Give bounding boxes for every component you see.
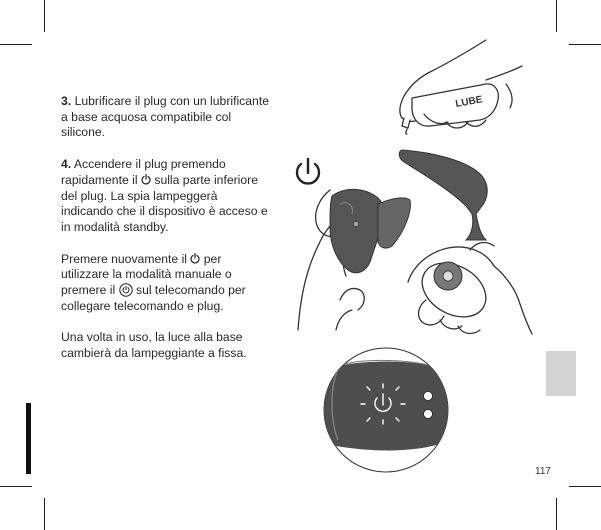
step-4-text-after: sulla parte inferiore del plug. La spia lampeggerà indicando che il dispositivo è acceso e in modalità standby. bbox=[61, 172, 268, 234]
light-text: Una volta in uso, la luce alla base cambierà da lampeggiante a fissa. bbox=[61, 330, 247, 361]
plug-in-hand bbox=[330, 189, 410, 272]
step-3-number: 3. bbox=[61, 94, 72, 108]
lube-bottle-icon bbox=[400, 40, 522, 134]
remote-power-button bbox=[434, 262, 462, 290]
manual-text-1: Premere nuovamente il bbox=[61, 251, 187, 266]
manual-text-3: sul telecomando per collegare telecomando e plug. bbox=[61, 283, 246, 313]
lube-label: LUBE bbox=[454, 94, 484, 110]
page-number: 117 bbox=[535, 466, 551, 477]
step-4-number: 4. bbox=[61, 157, 72, 172]
hand-holding-remote bbox=[408, 243, 532, 334]
step-3-text: Lubrificare il plug con un lubrificante a base acquosa compatibile col silicone. bbox=[61, 94, 269, 140]
power-icon bbox=[297, 159, 319, 183]
step-4-text-before: Accendere il plug premendo rapidamente il bbox=[61, 157, 226, 187]
plug-illustration bbox=[399, 150, 487, 240]
plug-base-closeup bbox=[310, 348, 450, 472]
manual-text-2: per utilizzare la modalità manuale o premere il bbox=[61, 251, 232, 298]
